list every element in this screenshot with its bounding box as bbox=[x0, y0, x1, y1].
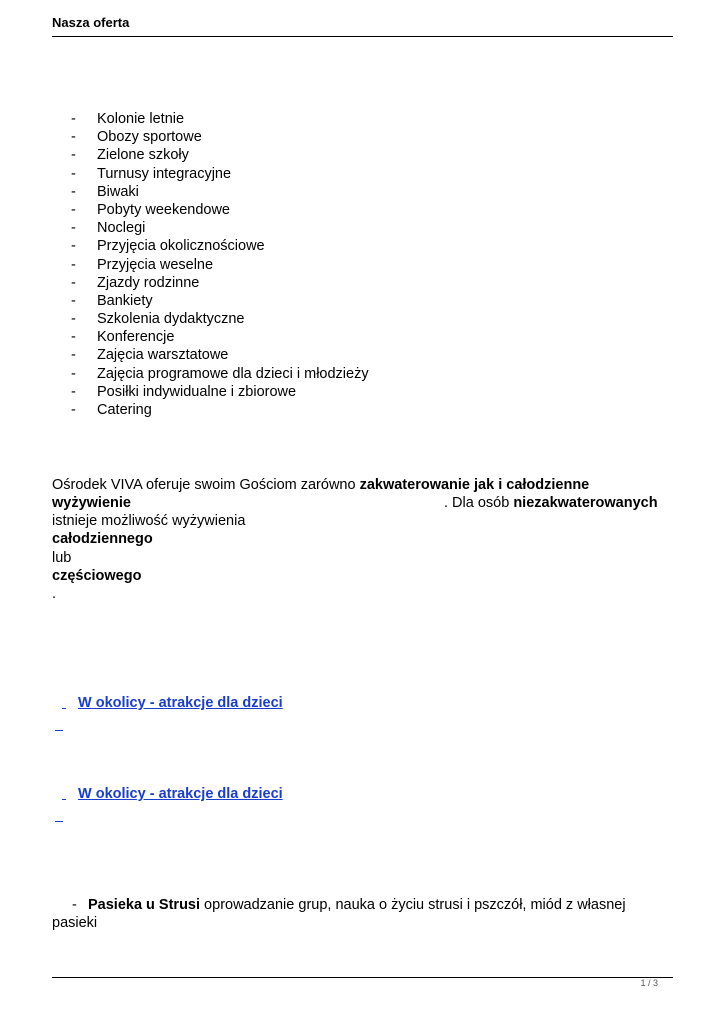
catering-full-day bbox=[52, 530, 153, 548]
list-bullet-dash: - bbox=[71, 365, 76, 382]
list-bullet-dash: - bbox=[71, 329, 76, 346]
catering-or-text: lub bbox=[52, 550, 72, 566]
offer-item-label: Konferencje bbox=[97, 329, 175, 346]
page-number: 1 / 3 bbox=[640, 978, 658, 988]
list-bullet-dash: - bbox=[71, 256, 76, 273]
list-bullet-dash: - bbox=[71, 129, 76, 146]
offer-item-label: Catering bbox=[97, 402, 152, 418]
catering-period: . bbox=[52, 586, 57, 602]
offer-item-label: Pobyty weekendowe bbox=[97, 201, 230, 218]
offer-item-label: Bankiety bbox=[97, 292, 153, 309]
attractions-link-row-1 bbox=[62, 695, 283, 711]
list-bullet-dash: - bbox=[71, 402, 76, 418]
empty-link-1[interactable] bbox=[55, 730, 63, 731]
empty-link-2[interactable] bbox=[55, 821, 63, 822]
link-underscore[interactable] bbox=[62, 786, 74, 802]
offer-item-label: Kolonie letnie bbox=[97, 111, 185, 127]
catering-highlight-non-residents: niezakwaterowanych bbox=[513, 495, 658, 511]
offer-item-label: Obozy sportowe bbox=[97, 129, 202, 146]
offer-item-label: Przyjęcia okolicznościowe bbox=[97, 238, 265, 255]
offer-item-label: Przyjęcia weselne bbox=[97, 256, 214, 273]
attraction-item-dash: - bbox=[72, 897, 77, 913]
list-bullet-dash: - bbox=[71, 201, 76, 218]
catering-partial-label: częściowego bbox=[52, 568, 142, 584]
attractions-link-row-2 bbox=[62, 786, 283, 802]
list-bullet-dash: - bbox=[71, 147, 76, 164]
catering-for-guests-text: . Dla osób bbox=[444, 495, 514, 511]
attraction-item-line-1 bbox=[88, 896, 626, 914]
attraction-description-continued: pasieki bbox=[52, 915, 98, 931]
attraction-name: Pasieka u Strusi bbox=[88, 897, 201, 913]
offer-item-label: Zjazdy rodzinne bbox=[97, 274, 200, 291]
list-bullet-dash: - bbox=[71, 238, 76, 255]
list-bullet-dash: - bbox=[71, 220, 76, 237]
catering-paragraph-line-2b bbox=[444, 494, 658, 512]
list-bullet-dash: - bbox=[71, 347, 76, 364]
attractions-link-2[interactable]: W okolicy - atrakcje dla dzieci bbox=[78, 786, 283, 802]
attraction-description: oprowadzanie grup, nauka o życiu strusi i pszczół, miód z własnej bbox=[200, 897, 626, 913]
catering-option-text: istnieje możliwość wyżywienia bbox=[52, 513, 246, 529]
attractions-link-1[interactable]: W okolicy - atrakcje dla dzieci bbox=[78, 695, 283, 711]
list-bullet-dash: - bbox=[71, 274, 76, 291]
list-bullet-dash: - bbox=[71, 383, 76, 400]
list-bullet-dash: - bbox=[71, 311, 76, 328]
catering-full-day-label: całodziennego bbox=[52, 531, 153, 547]
list-bullet-dash: - bbox=[71, 165, 76, 182]
catering-highlight-accommodation: zakwaterowanie jak i całodzienne bbox=[359, 477, 590, 493]
list-bullet-dash: - bbox=[71, 183, 76, 200]
link-underscore[interactable] bbox=[62, 695, 74, 711]
catering-paragraph-line-2a bbox=[52, 494, 131, 512]
offer-item-label: Zielone szkoły bbox=[97, 147, 189, 164]
offer-item-label: Biwaki bbox=[97, 183, 139, 200]
offer-item-label: Turnusy integracyjne bbox=[97, 165, 232, 182]
offer-item-label: Zajęcia warsztatowe bbox=[97, 347, 229, 364]
offer-item-label: Szkolenia dydaktyczne bbox=[97, 311, 245, 328]
catering-partial bbox=[52, 567, 141, 585]
catering-highlight-meals: wyżywienie bbox=[52, 495, 131, 511]
catering-paragraph-line-1 bbox=[52, 476, 589, 494]
offer-item-label: Noclegi bbox=[97, 220, 146, 237]
list-bullet-dash: - bbox=[71, 111, 76, 127]
catering-intro-text: Ośrodek VIVA oferuje swoim Gościom zarówno bbox=[52, 477, 360, 493]
offer-item-label: Posiłki indywidualne i zbiorowe bbox=[97, 383, 297, 400]
offer-item-label: Zajęcia programowe dla dzieci i młodzieży bbox=[97, 365, 369, 382]
page-header-title: Nasza oferta bbox=[52, 15, 130, 30]
list-bullet-dash: - bbox=[71, 292, 76, 309]
header-divider bbox=[52, 36, 673, 37]
footer-divider bbox=[52, 977, 673, 978]
